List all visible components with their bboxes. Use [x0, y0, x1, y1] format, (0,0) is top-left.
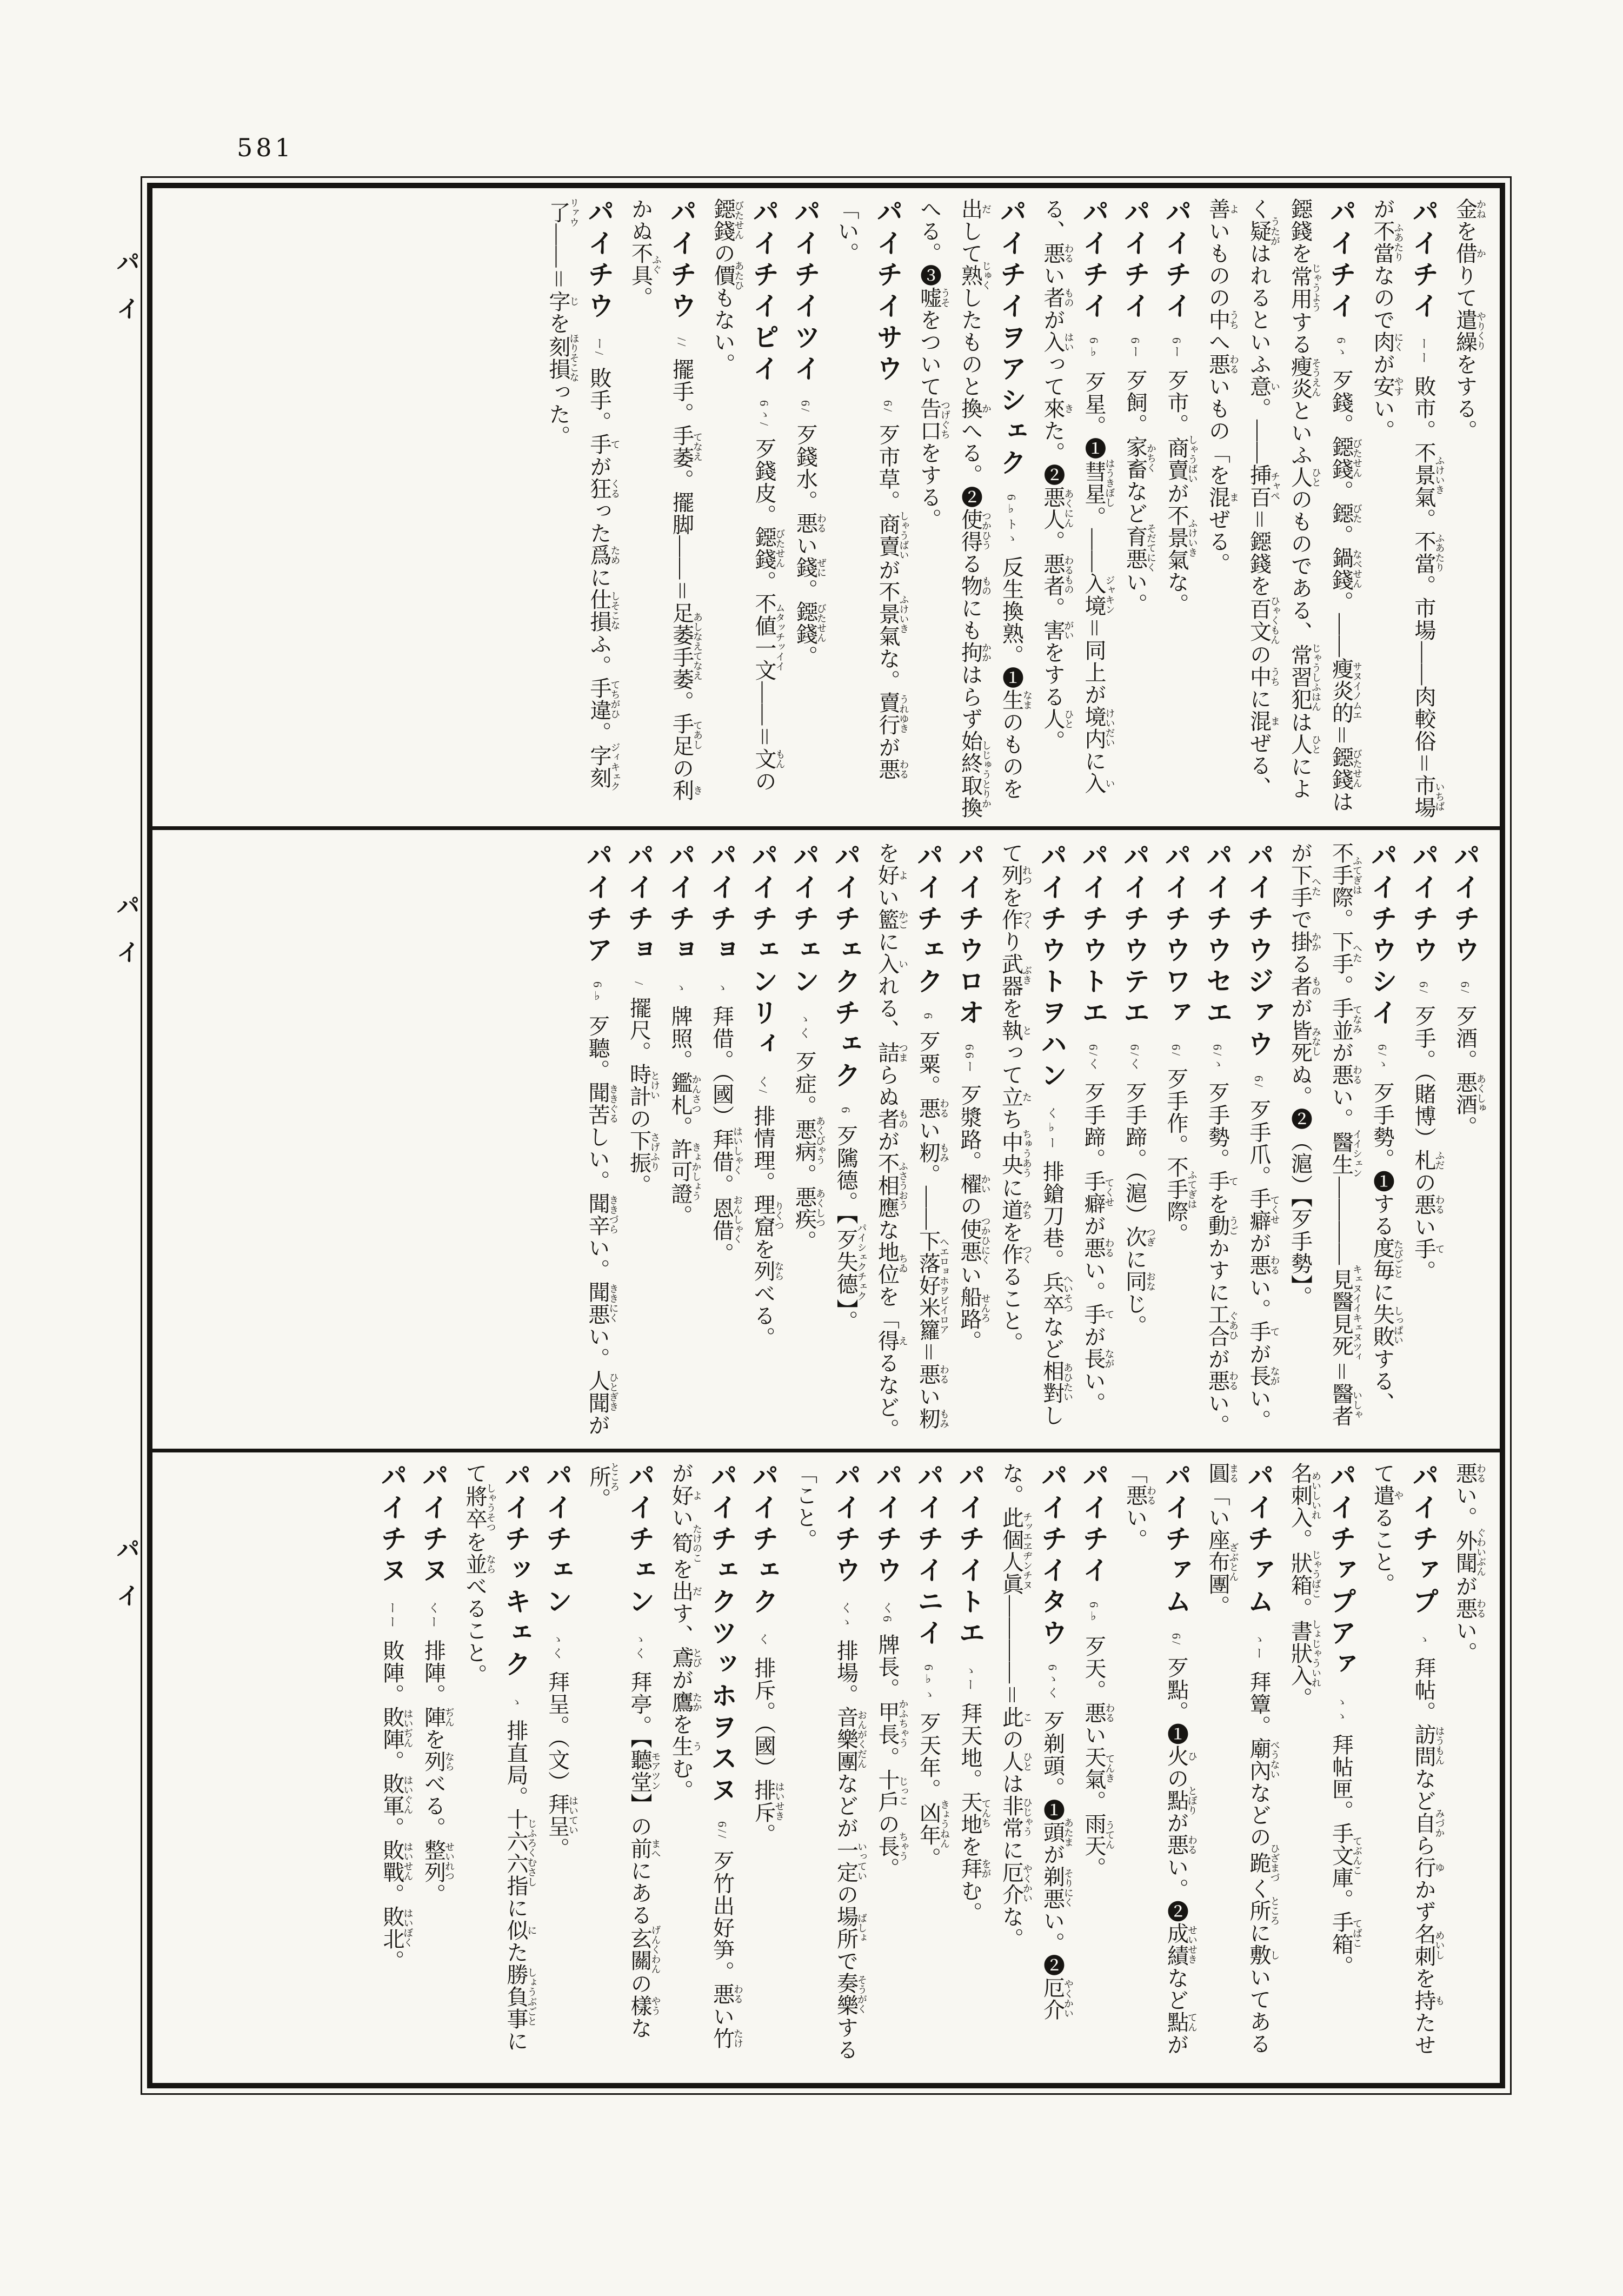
- tone-marks: 6/: [1169, 1633, 1183, 1647]
- dict-entry: [990, 842, 1073, 1441]
- dict-entry: [949, 842, 990, 1441]
- tone-marks: ゝく: [797, 1013, 812, 1041]
- entry-headword: パイチァム: [1244, 1462, 1274, 1619]
- entry-headword: パイチイ: [1120, 198, 1150, 323]
- tone-marks: くゝ: [839, 1602, 853, 1630]
- entry-definition: 歹手勢。手てを動うごかすに工合ぐあひが悪わるい。: [1205, 1081, 1239, 1437]
- entry-definition: 歹手爪。手癖てくせが悪わるい。手てが長ながい。: [1247, 1099, 1280, 1432]
- tone-marks: 6//: [715, 1821, 729, 1841]
- entry-definition: 歹手勢。❶する度毎たびごとに失敗しっぱいする、不手際ふてぎは。下手へた。手並てなみが悪わるい。醫生イイシェン――――見醫見死キェヌイイキェヌツィ＝醫者いしゃが下手へたで掛かかる者ものが皆死みなしぬ。❷（滬）【歹手勢】。: [1288, 842, 1404, 1427]
- dict-entry: [785, 198, 827, 819]
- entry-definition: 敗手。手てが狂くるった爲ために仕損しそこなふ。手違てちがひ。字刻ジィキェク了リァウ――＝字じを刻損ほりそこなった。: [546, 198, 621, 792]
- entry-definition: 擺手。手萎てなえ。擺脚――＝足萎手萎あしなえてなえ。手足てあしの利きかぬ不具ふぐ。: [628, 198, 703, 802]
- entry-headword: パイチウセエ: [1202, 842, 1233, 1030]
- tone-marks: 6♭: [1087, 337, 1101, 361]
- entry-definition: 牌長。甲長かふちゃう。十戶じっこの長ちゃう。: [875, 1634, 909, 1880]
- entry-headword: パイチイ: [1326, 198, 1356, 323]
- entry-headword: パイチェン: [789, 842, 820, 999]
- entry-definition: 歹錢皮。鐚錢びたせん。不値一文ムタッチッイイ――＝文もんの鐚錢びたせんの價あたひもない。: [711, 198, 786, 793]
- entry-headword: パイチウ: [873, 1462, 902, 1588]
- tone-marks: ゝ: [1417, 1633, 1431, 1647]
- entry-definition: 排場。音樂團おんがくだんなどが一定いっていの場所ばしょで奏樂そうがくする「こと。: [793, 1462, 867, 2061]
- entry-definition: 歹隲德。【歹失德パイシェクチェク】。: [834, 1125, 867, 1332]
- entry-definition: 歹手作。不手際ふてぎは。: [1164, 1067, 1198, 1245]
- entry-headword: パイチウシイ: [1367, 842, 1398, 1030]
- tone-marks: ゝー: [1252, 1633, 1266, 1661]
- entry-headword: パイチウトヲハン: [1037, 842, 1067, 1093]
- dict-entry: [537, 1462, 578, 2065]
- dict-entry: [413, 1462, 455, 2065]
- dict-entry: [454, 1462, 537, 2065]
- entry-headword: パイチェン: [625, 1462, 655, 1619]
- dict-entry: [1362, 198, 1445, 819]
- entry-headword: パイチウ: [831, 1462, 861, 1588]
- entry-definition: 歹竹出好笋。悪わるい竹たけが好よい筍たけのこを出だす、鳶とびが鷹たかを生うむ。: [669, 1462, 743, 2050]
- entry-definition: 金かねを借かりて遣繰やりくりをする。: [1453, 198, 1486, 442]
- dictionary-band-1: [152, 188, 1500, 826]
- entry-headword: パイチイヲアシェク: [996, 198, 1027, 480]
- dict-entry: [702, 198, 785, 819]
- dict-entry: [1445, 1462, 1486, 2065]
- tone-marks: ゝく: [550, 1633, 564, 1661]
- dict-entry: [1445, 842, 1486, 1441]
- dict-entry: [825, 842, 867, 1441]
- tone-marks: 6ー: [1128, 337, 1142, 360]
- dict-entry: [577, 842, 618, 1441]
- tone-marks: ゝー: [963, 1664, 977, 1693]
- entry-headword: パイチウジァウ: [1244, 842, 1274, 1061]
- entry-headword: パイチェク: [749, 1462, 779, 1619]
- dict-entry: [826, 198, 909, 819]
- entry-definition: 歹點。❶火ひの點とぼりが悪わるい。❷成績せいせきなど點てんが「悪わるい。: [1123, 1462, 1198, 2056]
- entry-headword: パイチウ: [1450, 842, 1480, 967]
- entry-headword: パイチウ: [584, 198, 614, 323]
- dict-entry: [620, 198, 703, 819]
- entry-definition: 悪わるい。外聞ぐわいぶんが悪わるい。: [1453, 1462, 1486, 1664]
- entry-definition: 反生換熟。❶生なまのものを出だして熟じゅくしたものと換かへる。❷使得つかひうる物ものにも拘かかはらず始終取換しじゅうとりかへる。❸嘘うそをついて告口つげぐちをする。: [917, 198, 1033, 819]
- entry-headword: パイチウワァ: [1161, 842, 1191, 1030]
- entry-definition: 歹市。商賣しゃうばいが不景氣ふけいきな。: [1165, 369, 1198, 615]
- entry-headword: パイチイ: [1079, 1462, 1109, 1588]
- dict-entry: [1115, 1462, 1198, 2065]
- dict-entry: [1114, 842, 1156, 1441]
- tone-marks: 6: [839, 1107, 853, 1115]
- tone-marks: 6/: [1458, 981, 1472, 996]
- entry-definition: 排情理。理窟りくつを列ならべる。: [751, 1105, 784, 1349]
- dict-entry: [742, 842, 784, 1441]
- entry-definition: 拜呈。（文）拜呈はいてい。: [545, 1671, 578, 1860]
- band-divider: [152, 826, 1500, 830]
- dict-entry: [537, 198, 620, 819]
- dict-entry: [1280, 1462, 1362, 2065]
- tone-marks: 6: [921, 1013, 935, 1021]
- tone-marks: く♭ー: [1045, 1107, 1059, 1151]
- entry-definition: 歹錢水。悪わるい錢ぜに。鐚錢びたせん。: [793, 423, 827, 668]
- tone-marks: ゝ: [674, 981, 687, 996]
- dict-entry: [909, 198, 1033, 819]
- entry-headword: パイチェク: [913, 842, 943, 999]
- tone-marks: くー: [427, 1602, 441, 1630]
- entry-definition: 排直局。十六六指じふろくむさしに似にた勝負事しょうぶごとにて將卒しゃうそつを並ならべること。: [463, 1462, 537, 2052]
- entry-headword: パイチイニイ: [914, 1462, 944, 1650]
- dict-entry: [1198, 198, 1362, 819]
- entry-headword: パイチァプアァ: [1326, 1462, 1356, 1682]
- entry-definition: 歹漿路。櫂かいの使悪つかひにくい船路せんろ。: [957, 1084, 991, 1352]
- entry-definition: 拜借。（國）拜借はいしゃく。恩借おんしゃく。: [709, 1005, 743, 1265]
- entry-definition: 歹錢。鐚錢びたせん。鐚びた。鍋錢なべせん。――瘦炎的サヌイノムエ＝鐚錢びたせんは鐚錢を常用じゃうようする瘦炎そうえんといふ人ひとのものである、常習犯じゃうしふはんは人ひとによく疑うたがはれるといふ意い。――挿百チャペ＝鐚錢を百文ひゃくもんの中うちに混まぜる、善よいものの中うちへ悪わるいもの「を混まぜる。: [1206, 198, 1362, 813]
- entry-definition: 歹手蹄。手癖てくせが悪わるい。手てが長ながい。: [1081, 1081, 1115, 1415]
- dict-entry: [867, 1462, 908, 2065]
- tone-marks: 6/く: [1087, 1044, 1100, 1072]
- tone-marks: く/: [756, 1076, 770, 1096]
- entry-definition: 牌照。鑑札かんさつ。許可證きょかしょう。: [668, 1005, 702, 1227]
- dict-entry: [949, 1462, 991, 2065]
- dictionary-band-3: [152, 1452, 1500, 2072]
- tone-marks: 6ゝ/: [757, 400, 771, 428]
- entry-headword: パイチェクチェク: [831, 842, 861, 1093]
- tone-marks: 6♭: [1087, 1602, 1101, 1625]
- entry-definition: 歹聽。聞苦ききぐるしい。聞辛ききづらい。聞悪ききにくい。人聞ひとぎきが: [586, 1015, 619, 1436]
- dict-entry: [661, 1462, 743, 2065]
- margin-label-band-2: パイ: [112, 893, 139, 986]
- entry-headword: パイチョ: [624, 842, 654, 967]
- entry-headword: パイチイ: [1079, 198, 1109, 323]
- tone-marks: ーー: [385, 1602, 399, 1630]
- entry-headword: パイチェン: [542, 1462, 573, 1619]
- tone-marks: //: [675, 337, 689, 349]
- entry-definition: 敗陣。敗陣はいぢん。敗軍はいぐん。敗戰はいせん。敗北はいぼく。: [380, 1640, 414, 1972]
- entry-definition: 排斥。（國）排斥はいせき。: [751, 1657, 785, 1846]
- tone-marks: く6: [881, 1602, 894, 1624]
- entry-definition: 拜帖匣。手文庫てぶんこ。手箱てばこ。名刺入めいしいれ。狀箱じゃうばこ。書狀入しょじゃういれ。: [1288, 1462, 1362, 1978]
- tone-marks: 6♭: [591, 981, 604, 1005]
- entry-definition: 敗市。不景氣ふけいき。不當ふあたり。市場――肉較俗＝市場いちばが不當ふあたりなので肉にくが安やすい。: [1371, 198, 1445, 819]
- entry-definition: 歹手。（賭博）札ふだの悪わるい手て。: [1412, 1005, 1445, 1283]
- dict-entry: [1197, 842, 1239, 1441]
- dict-entry: [1238, 842, 1280, 1441]
- dict-entry: [908, 1462, 950, 2065]
- entry-definition: 歹飼。家畜かちくなど育悪そだてにくい。: [1123, 369, 1156, 615]
- entry-definition: 歹症。悪病あくびゃう。悪疾あくしつ。: [792, 1051, 826, 1252]
- entry-headword: パイチェクツッホヲスヌ: [707, 1462, 737, 1807]
- dict-entry: [578, 1462, 661, 2065]
- dict-entry: [991, 1462, 1074, 2065]
- entry-definition: 歹剃頭。❶頭あたまが剃悪そりにくい。❷厄介やくかいな。此個人眞チッエヱヂンチヌ――――＝此この人ひとは非常ひじゃうに厄介やくかいな。: [999, 1462, 1074, 2021]
- entry-definition: 擺尺。時計とけいの下振さげふり。: [627, 997, 660, 1197]
- dict-entry: [1156, 198, 1198, 819]
- entry-definition: 歹天。悪わるい天氣てんき。雨天うてん。: [1082, 1635, 1115, 1879]
- entry-definition: 歹手蹄。（滬）次つぎに同おなじ。: [1122, 1081, 1156, 1337]
- tone-marks: 6ゝく: [1046, 1664, 1060, 1701]
- entry-definition: 歹市草。商賣しゃうばいが不景氣ふけいきな。賣行うれゆきが悪わる「い。: [835, 198, 909, 781]
- dict-entry: [701, 842, 743, 1441]
- dict-entry: [743, 1462, 784, 2065]
- tone-marks: 6♭ゝ: [922, 1664, 936, 1702]
- tone-marks: ゝゝ: [1334, 1696, 1348, 1724]
- entry-definition: 拜帖。訪問はうもんなど自みづから行ゆかず名刺めいしを持もたせて遣やること。: [1371, 1462, 1445, 2056]
- entry-headword: パイチァム: [1161, 1462, 1192, 1619]
- tone-marks: 6/く: [1128, 1044, 1142, 1072]
- dict-entry: [1197, 1462, 1280, 2065]
- dict-entry: [660, 842, 701, 1441]
- margin-label-band-3: パイ: [112, 1537, 139, 1630]
- dict-entry: [1403, 842, 1445, 1441]
- entry-definition: 拜簟。廟內べうないなどの跪ひざまづく所ところに敷しいてある圓まる「い座布團ざぶとん。: [1206, 1462, 1280, 2055]
- entry-definition: 拜亭。【聽堂モアツン】の前まへにある玄關げんくわんの樣やうな所ところ。: [587, 1462, 661, 2039]
- dict-entry: [1115, 198, 1156, 819]
- tone-marks: 6/ゝ: [1210, 1044, 1225, 1072]
- tone-marks: く: [757, 1633, 770, 1647]
- tone-marks: ゝ: [509, 1696, 523, 1710]
- entry-headword: パイチェンリィ: [748, 842, 778, 1061]
- dict-entry: [784, 842, 826, 1441]
- tone-marks: 6/: [1417, 981, 1431, 996]
- dictionary-band-2: [152, 832, 1500, 1449]
- tone-marks: 6/ゝ: [1375, 1044, 1389, 1072]
- dict-entry: [371, 1462, 413, 2065]
- entry-headword: パイチヌ: [377, 1462, 407, 1588]
- entry-headword: パイチァプ: [1409, 1462, 1439, 1619]
- entry-headword: パイチイトエ: [955, 1462, 985, 1650]
- tone-marks: ーー: [1417, 337, 1431, 366]
- entry-definition: 歹天年。凶年きょうねん。: [916, 1712, 950, 1869]
- tone-marks: ー/: [593, 337, 606, 357]
- tone-marks: ゝ: [715, 981, 729, 996]
- dict-entry: [1155, 842, 1197, 1441]
- entry-definition: 排陣。陣ぢんを列ならべる。整列せいれつ。: [421, 1640, 455, 1906]
- tone-marks: 6ゝ: [1334, 337, 1348, 360]
- tone-marks: 6♭トゝ: [1005, 494, 1019, 546]
- tone-marks: 6/: [881, 400, 895, 414]
- entry-headword: パイチイサウ: [873, 198, 903, 386]
- entry-headword: パイチア: [583, 842, 613, 967]
- entry-headword: パイチウ: [1409, 842, 1439, 967]
- dict-entry: [1032, 198, 1115, 819]
- entry-headword: パイチイ: [1409, 198, 1439, 323]
- entry-headword: パイチッキェク: [501, 1462, 531, 1682]
- tone-marks: 6/: [1252, 1076, 1266, 1090]
- entry-headword: パイチイ: [1162, 198, 1192, 323]
- entry-definition: 歹星。❶彗星はうきぼし。――入境ジャキン＝同上が境内けいだいに入いる、悪わるい者ものが入はいって來きた。❷悪人あくにん。悪者わるもの。害がいをする人ひと。: [1041, 198, 1115, 794]
- band-divider: [152, 1449, 1500, 1452]
- entry-definition: 排鎗刀巷。兵卒へいそつなど相對あひたいして列れつを作つくり武器ぶきを執とって立たち中央ちゅうあうに道みちを作つくること。: [999, 842, 1073, 1426]
- entry-definition: 歹粟。悪わるい籾もみ。――下落好米籮ヘエロョホヲビイロア＝悪わるい籾もみを好よい籃かごに入いれる、詰つまらぬ者ものが不相應ふさうおうな地位ちゐを「得えるなど。: [875, 842, 949, 1441]
- tone-marks: 6ー: [1170, 337, 1183, 360]
- entry-headword: パイチウロオ: [955, 842, 985, 1030]
- margin-label-band-1: パイ: [112, 250, 139, 343]
- entry-headword: パイチウテエ: [1120, 842, 1150, 1030]
- dict-entry: [1445, 198, 1486, 819]
- dict-entry: [1073, 842, 1114, 1441]
- page-frame: [147, 183, 1505, 2088]
- dict-entry: [1073, 1462, 1115, 2065]
- entry-headword: パイチョ: [707, 842, 737, 967]
- dict-entry: [618, 842, 660, 1441]
- tone-marks: 6/: [799, 400, 813, 414]
- entry-headword: パイチイピイ: [749, 198, 779, 386]
- page-number: 581: [237, 133, 294, 162]
- dict-entry: [867, 842, 949, 1441]
- entry-headword: パイチウトエ: [1079, 842, 1108, 1030]
- entry-headword: パイチョ: [666, 842, 695, 967]
- entry-headword: パイチイツイ: [790, 198, 821, 386]
- tone-marks: 6/: [1169, 1044, 1183, 1058]
- entry-definition: 歹酒。悪酒あくしゅ。: [1453, 1005, 1486, 1138]
- entry-headword: パイチイタウ: [1037, 1462, 1068, 1650]
- entry-headword: パイチヌ: [418, 1462, 449, 1588]
- entry-definition: 拜天地。天地てんちを拜をがむ。: [958, 1702, 992, 1924]
- tone-marks: ゝく: [633, 1633, 647, 1661]
- tone-marks: /: [632, 981, 646, 987]
- dict-entry: [1362, 1462, 1445, 2065]
- dict-entry: [1280, 842, 1404, 1441]
- entry-headword: パイチウ: [667, 198, 697, 323]
- dict-entry: [784, 1462, 867, 2065]
- tone-marks: 66ー: [963, 1044, 976, 1074]
